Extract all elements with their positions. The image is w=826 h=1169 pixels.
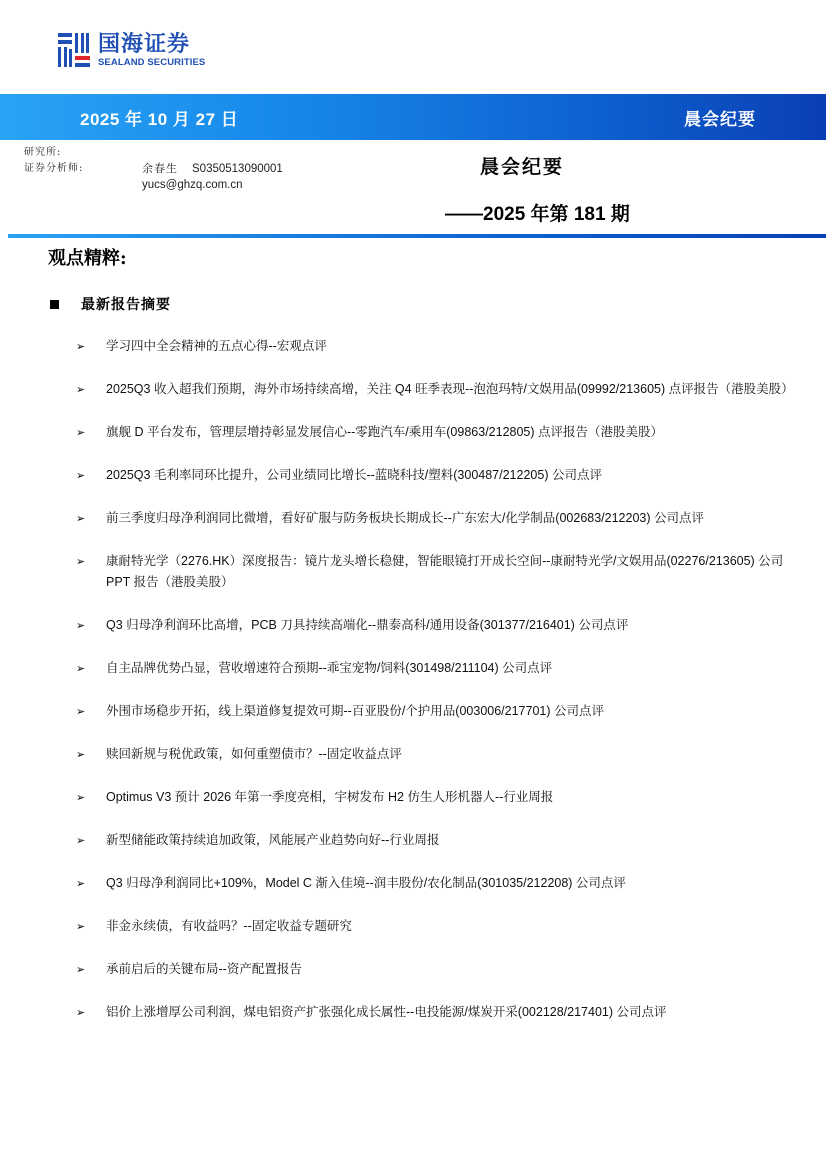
arrow-bullet-icon: ➢ [76,383,86,396]
company-logo [56,30,205,70]
list-item [76,615,796,636]
header-divider [8,234,826,238]
arrow-bullet-icon: ➢ [76,555,86,568]
list-item-text[interactable]: 学习四中全会精神的五点心得--宏观点评 [106,339,327,353]
arrow-bullet-icon: ➢ [76,662,86,675]
list-item [76,551,796,593]
list-item-text[interactable]: 新型储能政策持续追加政策，风能展产业趋势向好--行业周报 [106,833,440,847]
list-item-text[interactable]: Q3 归母净利润环比高增，PCB 刀具持续高端化--鼎泰高科/通用设备(301377/216401) 公司点评 [106,618,629,632]
arrow-bullet-icon: ➢ [76,791,86,804]
list-item-text[interactable]: 2025Q3 毛利率同环比提升，公司业绩同比增长--蓝晓科技/塑料(300487/212205) 公司点评 [106,468,602,482]
list-item [76,379,796,400]
list-item-text[interactable]: 铝价上涨增厚公司利润，煤电铝资产扩张强化成长属性--电投能源/煤炭开采(002128/217401) 公司点评 [106,1005,667,1019]
list-item [76,336,796,357]
header-band [0,94,826,140]
analyst-cert: S0350513090001 [192,163,283,175]
issue-number: ——2025 年第 181 期 [445,204,630,225]
arrow-bullet-icon: ➢ [76,834,86,847]
arrow-bullet-icon: ➢ [76,469,86,482]
logo-name-en: SEALAND SECURITIES [98,56,206,68]
list-item [76,873,796,894]
subsection-heading [50,294,171,314]
analyst-name: 余春生 [142,162,178,175]
list-item [76,508,796,529]
list-item [76,701,796,722]
list-item-text[interactable]: 前三季度归母净利润同比微增，看好矿服与防务板块长期成长--广东宏大/化学制品(002683/212203) 公司点评 [106,511,704,525]
arrow-bullet-icon: ➢ [76,920,86,933]
square-bullet-icon [50,300,59,309]
list-item-text[interactable]: 外围市场稳步开拓，线上渠道修复提效可期--百亚股份/个护用品(003006/217701) 公司点评 [106,704,604,718]
arrow-bullet-icon: ➢ [76,1006,86,1019]
list-item-text[interactable]: Q3 归母净利润同比+109%，Model C 渐入佳境--润丰股份/农化制品(301035/212208) 公司点评 [106,876,626,890]
list-item [76,787,796,808]
list-item-text[interactable]: Optimus V3 预计 2026 年第一季度亮相，宇树发布 H2 仿生人形机器人--行业周报 [106,790,554,804]
list-item-text[interactable]: 2025Q3 收入超我们预期，海外市场持续高增，关注 Q4 旺季表现--泡泡玛特/文娱用品(09992/213605) 点评报告（港股美股） [106,382,794,396]
arrow-bullet-icon: ➢ [76,512,86,525]
arrow-bullet-icon: ➢ [76,963,86,976]
list-item-text[interactable]: 赎回新规与税优政策，如何重塑债市？--固定收益点评 [106,747,402,761]
list-item [76,1002,796,1023]
arrow-bullet-icon: ➢ [76,619,86,632]
document-type: 晨会纪要 [684,110,756,130]
arrow-bullet-icon: ➢ [76,748,86,761]
analyst-email[interactable]: yucs@ghzq.com.cn [142,179,243,191]
institute-label: 研究所: [24,147,62,158]
analyst-info [24,145,283,193]
logo-mark-icon [56,30,92,70]
list-item-text[interactable]: 非金永续债，有收益吗？--固定收益专题研究 [106,919,352,933]
list-item [76,744,796,765]
page-title: 晨会纪要 [480,156,565,178]
list-item-text[interactable]: 旗舰 D 平台发布，管理层增持彰显发展信心--零跑汽车/乘用车(09863/212805) 点评报告（港股美股） [106,425,664,439]
list-item [76,658,796,679]
list-item-text[interactable]: 承前启后的关键布局--资产配置报告 [106,962,302,976]
list-item [76,422,796,443]
list-item [76,465,796,486]
arrow-bullet-icon: ➢ [76,705,86,718]
logo-name-cn: 国海证券 [98,31,191,57]
list-item [76,916,796,937]
arrow-bullet-icon: ➢ [76,426,86,439]
arrow-bullet-icon: ➢ [76,877,86,890]
list-item-text[interactable]: 自主品牌优势凸显，营收增速符合预期--乖宝宠物/饲料(301498/211104) 公司点评 [106,661,553,675]
list-item-text[interactable]: 康耐特光学（2276.HK）深度报告：镜片龙头增长稳健，智能眼镜打开成长空间--康耐特光学/文娱用品(02276/213605) 公司 PPT 报告（港股美股） [106,554,784,589]
list-item [76,830,796,851]
report-list [76,336,796,1023]
analyst-label: 证券分析师: [24,163,84,174]
arrow-bullet-icon: ➢ [76,340,86,353]
list-item [76,959,796,980]
section-title: 观点精粹: [48,248,127,269]
report-date: 2025 年 10 月 27 日 [80,110,239,129]
subsection-heading-text: 最新报告摘要 [81,297,171,313]
